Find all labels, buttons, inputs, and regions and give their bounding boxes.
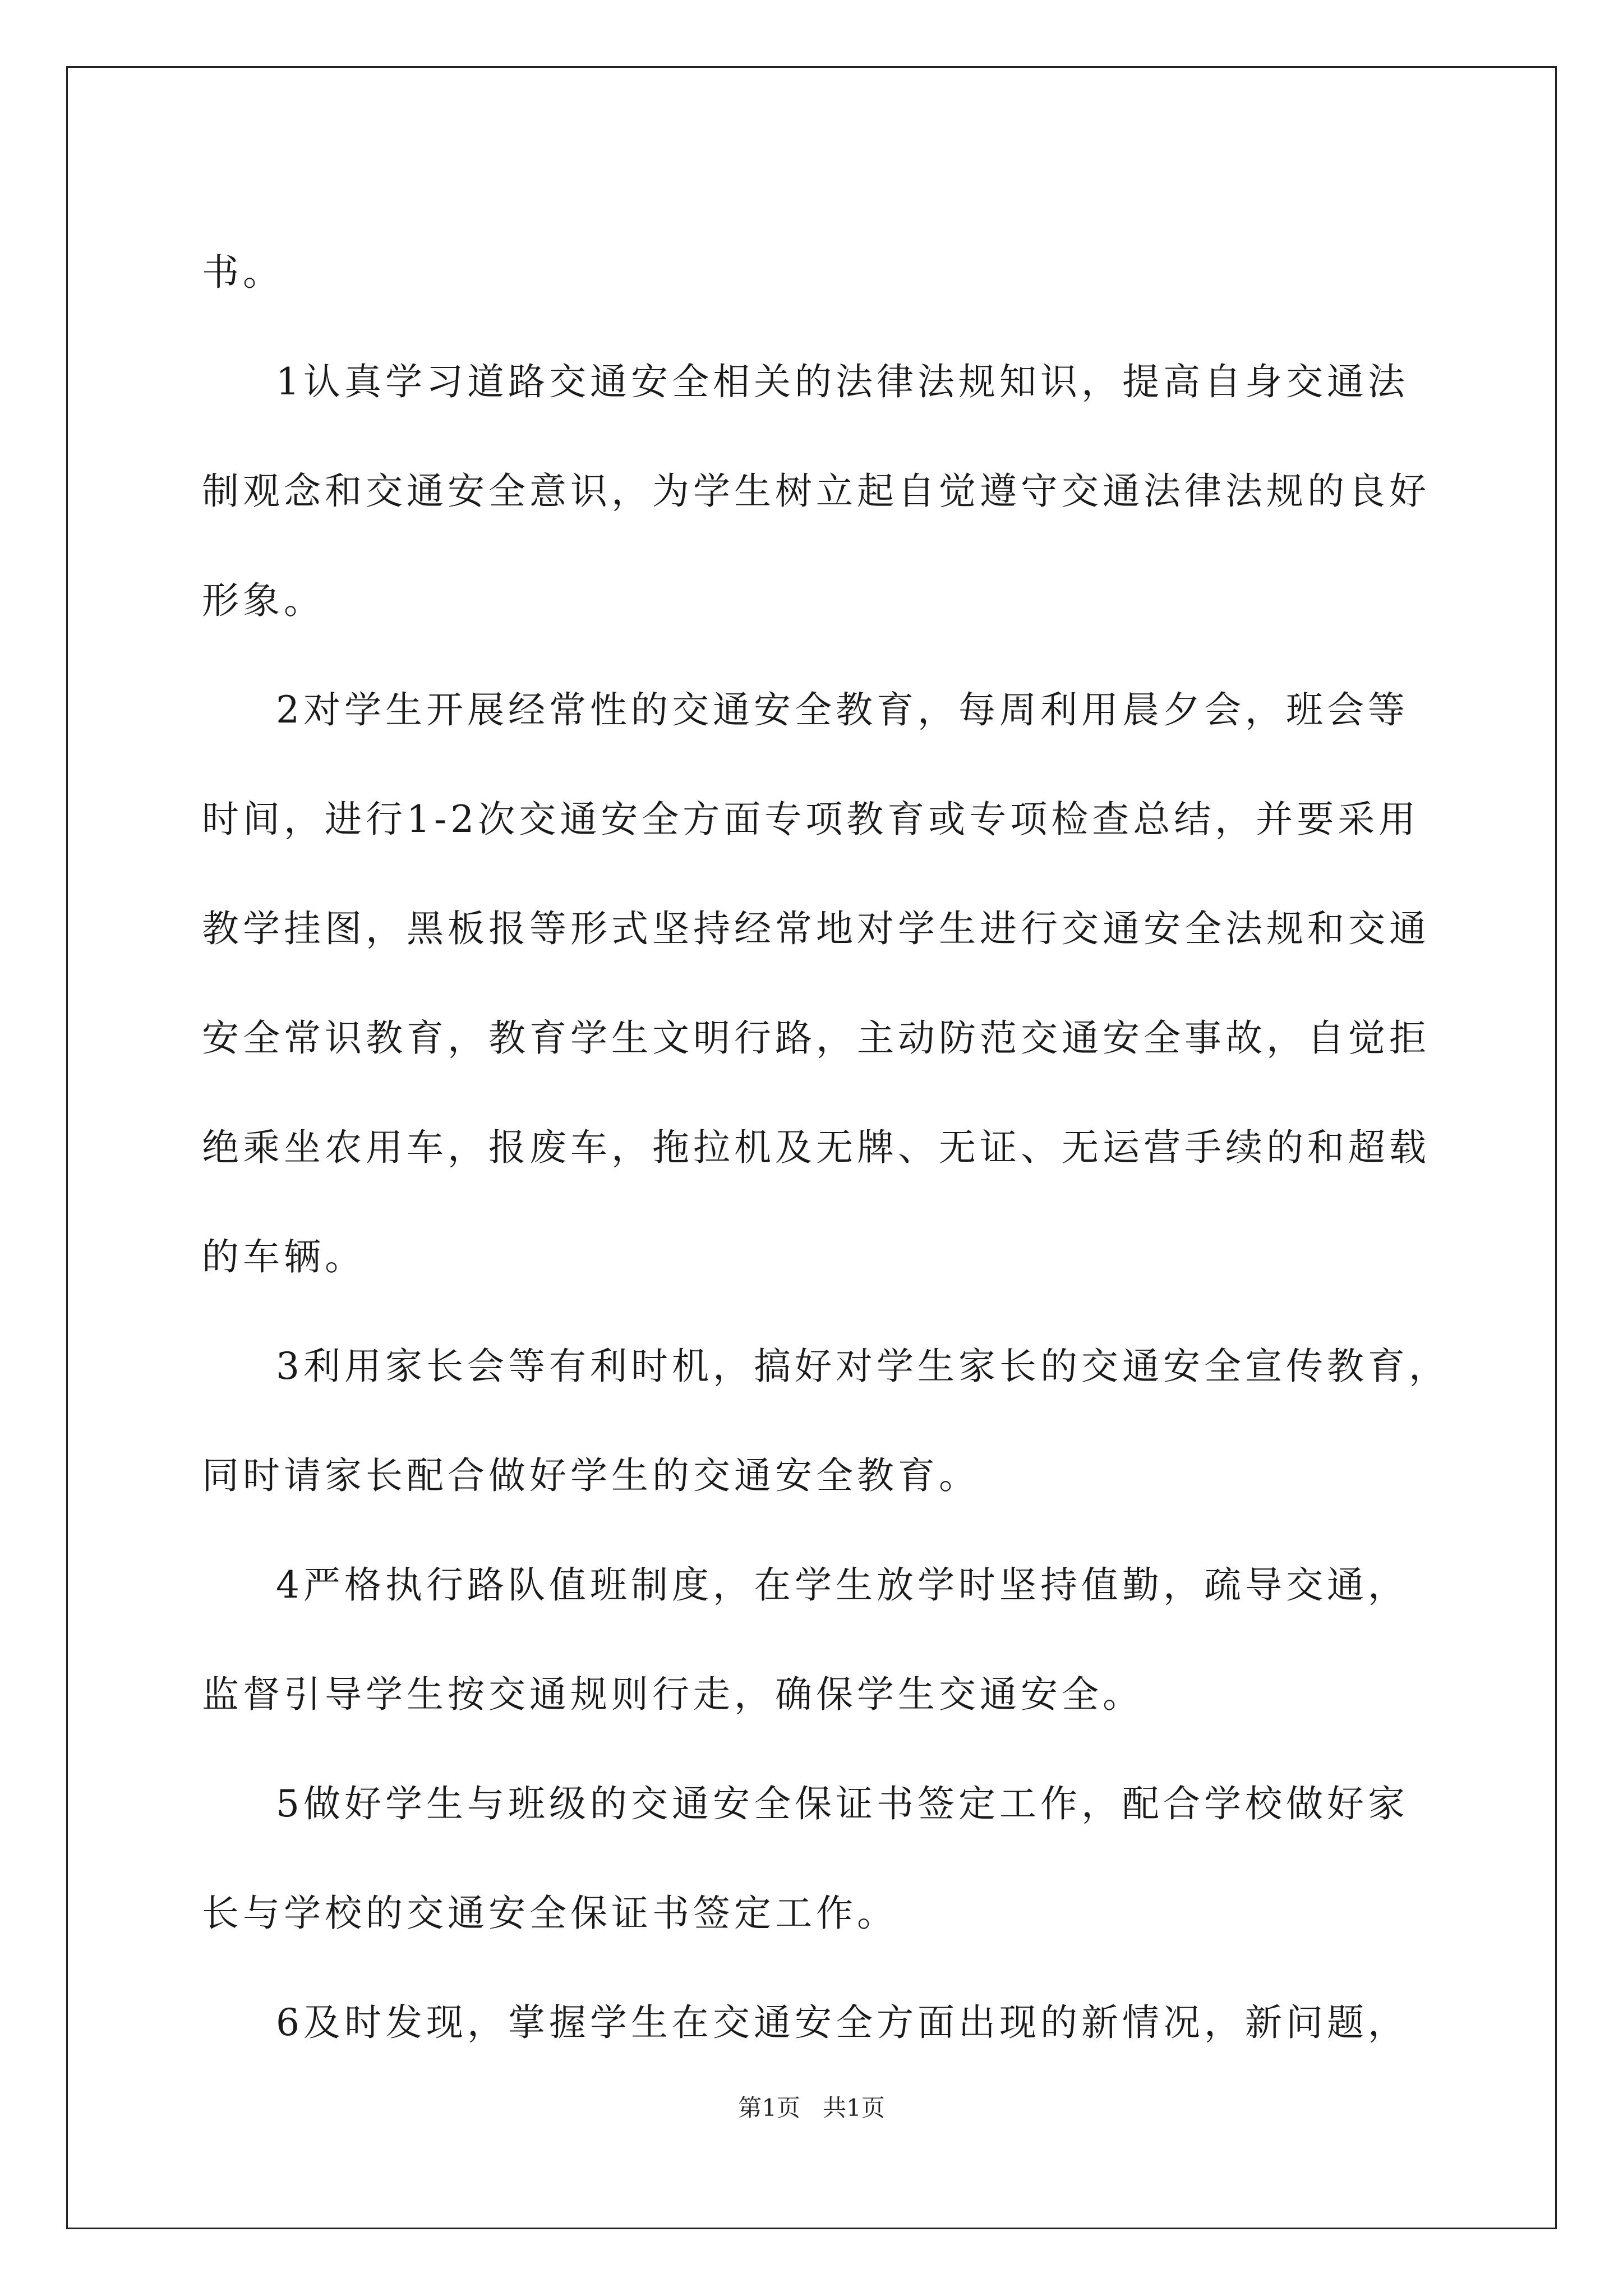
text-line: 4严格执行路队值班制度，在学生放学时坚持值勤，疏导交通， [276, 1563, 1409, 1607]
text-line: 同时请家长配合做好学生的交通安全教育。 [202, 1454, 980, 1497]
text-line: 6及时发现，掌握学生在交通安全方面出现的新情况，新问题， [276, 2001, 1409, 2044]
text-line: 监督引导学生按交通规则行走，确保学生交通安全。 [202, 1673, 1144, 1716]
page-footer [0, 2091, 1623, 2125]
text-line: 3利用家长会等有利时机，搞好对学生家长的交通安全宣传教育， [276, 1345, 1450, 1388]
text-line: 时间，进行1-2次交通安全方面专项教育或专项检查总结，并要采用 [202, 798, 1420, 841]
text-line: 教学挂图，黑板报等形式坚持经常地对学生进行交通安全法规和交通 [202, 907, 1430, 950]
document-body [202, 218, 1450, 2077]
text-line: 书。 [202, 251, 284, 294]
text-line: 的车辆。 [202, 1235, 366, 1278]
text-line: 安全常识教育，教育学生文明行路，主动防范交通安全事故，自觉拒 [202, 1016, 1430, 1060]
text-line: 长与学校的交通安全保证书签定工作。 [202, 1892, 898, 1935]
page-number-current: 第1页 [738, 2094, 800, 2122]
text-line: 绝乘坐农用车，报废车，拖拉机及无牌、无证、无运营手续的和超载 [202, 1126, 1430, 1169]
page-number-total: 共1页 [823, 2094, 885, 2122]
text-line: 2对学生开展经常性的交通安全教育，每周利用晨夕会，班会等 [276, 688, 1409, 731]
text-line: 5做好学生与班级的交通安全保证书签定工作，配合学校做好家 [276, 1782, 1409, 1825]
text-line: 1认真学习道路交通安全相关的法律法规知识，提高自身交通法 [276, 360, 1409, 403]
text-line: 形象。 [202, 579, 325, 622]
text-line: 制观念和交通安全意识，为学生树立起自觉遵守交通法律法规的良好 [202, 470, 1430, 513]
